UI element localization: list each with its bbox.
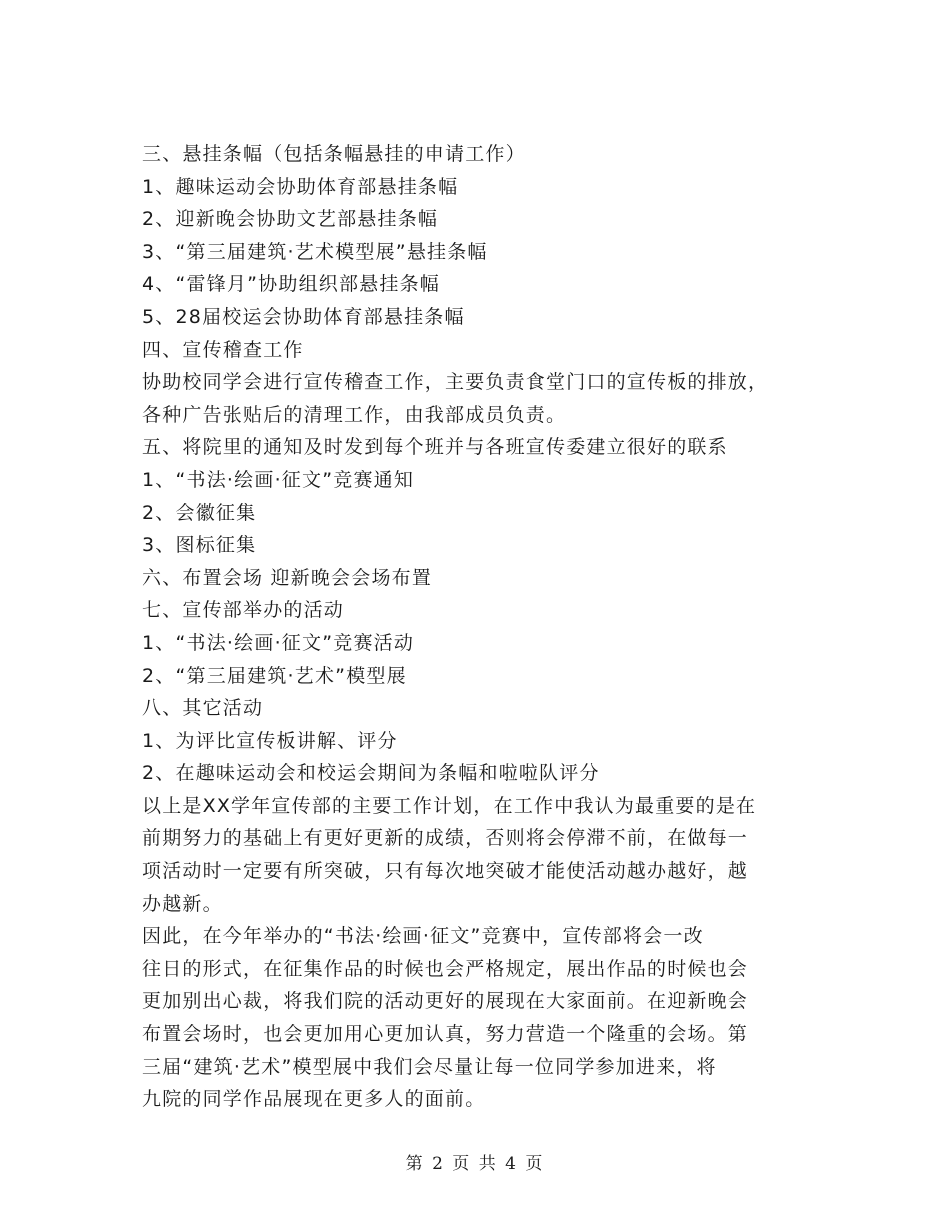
text-line: 项活动时一定要有所突破，只有每次地突破才能使活动越办越好，越 <box>142 860 749 883</box>
text-line: 各种广告张贴后的清理工作，由我部成员负责。 <box>142 403 567 426</box>
text-line: 五、将院里的通知及时发到每个班并与各班宣传委建立很好的联系 <box>142 436 728 459</box>
text-line: 办越新。 <box>142 892 223 915</box>
text-line: 六、布置会场 迎新晚会会场布置 <box>142 566 433 589</box>
text-line: 以上是XX学年宣传部的主要工作计划，在工作中我认为最重要的是在 <box>142 794 757 817</box>
document-body <box>142 138 810 1116</box>
text-line: 1、“书法·绘画·征文”竞赛活动 <box>142 631 415 654</box>
text-line: 1、趣味运动会协助体育部悬挂条幅 <box>142 175 459 198</box>
text-line: 5、28届校运会协助体育部悬挂条幅 <box>142 305 465 328</box>
text-line: 2、会徽征集 <box>142 501 257 524</box>
text-line: 因此，在今年举办的“书法·绘画·征文”竞赛中，宣传部将会一改 <box>142 925 704 948</box>
text-line: 四、宣传稽查工作 <box>142 338 304 361</box>
text-line: 4、“雷锋月”协助组织部悬挂条幅 <box>142 273 440 296</box>
text-line: 更加别出心裁，将我们院的活动更好的展现在大家面前。在迎新晚会 <box>142 990 749 1013</box>
text-line: 布置会场时，也会更加用心更加认真，努力营造一个隆重的会场。第 <box>142 1023 749 1046</box>
text-line: 七、宣传部举办的活动 <box>142 599 345 622</box>
text-line: 1、为评比宣传板讲解、评分 <box>142 729 398 752</box>
text-line: 八、其它活动 <box>142 697 264 720</box>
page-footer: 第 2 页 共 4 页 <box>405 1154 545 1174</box>
text-line: 1、“书法·绘画·征文”竞赛通知 <box>142 468 415 491</box>
text-line: 3、图标征集 <box>142 534 257 557</box>
text-line: 协助校同学会进行宣传稽查工作，主要负责食堂门口的宣传板的排放， <box>142 371 769 394</box>
text-line: 三届“建筑·艺术”模型展中我们会尽量让每一位同学参加进来，将 <box>142 1055 717 1078</box>
text-line: 往日的形式，在征集作品的时候也会严格规定，展出作品的时候也会 <box>142 957 749 980</box>
text-line: 2、在趣味运动会和校运会期间为条幅和啦啦队评分 <box>142 762 600 785</box>
text-line: 2、迎新晚会协助文艺部悬挂条幅 <box>142 208 439 231</box>
text-line: 九院的同学作品展现在更多人的面前。 <box>142 1088 486 1111</box>
text-line: 2、“第三届建筑·艺术”模型展 <box>142 664 407 687</box>
text-line: 三、悬挂条幅（包括条幅悬挂的申请工作） <box>142 143 526 165</box>
text-line: 3、“第三届建筑·艺术模型展”悬挂条幅 <box>142 240 488 263</box>
text-line: 前期努力的基础上有更好更新的成绩，否则将会停滞不前，在做每一 <box>142 827 749 850</box>
